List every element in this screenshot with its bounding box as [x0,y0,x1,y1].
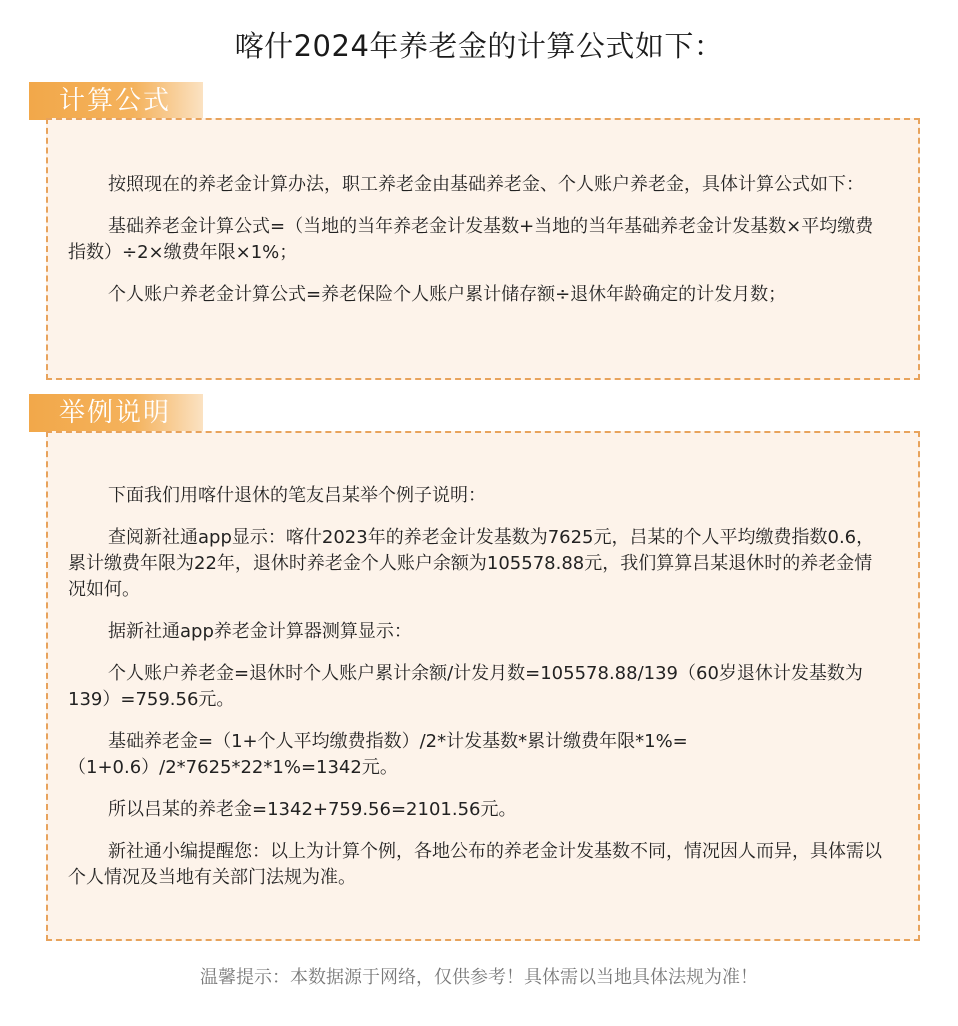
section-box-example [46,431,920,941]
paragraph: 个人账户养老金计算公式=养老保险个人账户累计储存额÷退休年龄确定的计发月数； [108,284,787,305]
paragraph: 所以吕某的养老金=1342+759.56=2101.56元。 [108,799,517,820]
section-heading-example: 举例说明 [29,394,203,432]
paragraph: 基础养老金=（1+个人平均缴费指数）/2*计发基数*累计缴费年限*1%=（1+0.6）/2*7625*22*1%=1342元。 [68,731,688,778]
section-content-example [48,433,918,891]
paragraph: 查阅新社通app显示：喀什2023年的养老金计发基数为7625元，吕某的个人平均缴费指数0.6，累计缴费年限为22年，退休时养老金个人账户余额为105578.88元，我们算算吕某退休时的养老金情况如何。 [68,527,875,600]
paragraph: 基础养老金计算公式=（当地的当年养老金计发基数+当地的当年基础养老金计发基数×平均缴费指数）÷2×缴费年限×1%； [68,216,874,263]
paragraph: 据新社通app养老金计算器测算显示： [108,621,412,642]
paragraph: 个人账户养老金=退休时个人账户累计余额/计发月数=105578.88/139（60岁退休计发基数为139）=759.56元。 [68,663,863,710]
page-title: 喀什2024年养老金的计算公式如下： [234,29,724,63]
footer-note: 温馨提示：本数据源于网络，仅供参考！具体需以当地具体法规为准！ [200,967,758,988]
section-box-formula [46,118,920,380]
paragraph: 按照现在的养老金计算办法，职工养老金由基础养老金、个人账户养老金，具体计算公式如下： [108,174,864,195]
paragraph: 下面我们用喀什退休的笔友吕某举个例子说明： [108,485,486,506]
section-content-formula [48,120,918,308]
section-heading-formula: 计算公式 [29,82,203,120]
paragraph: 新社通小编提醒您：以上为计算个例，各地公布的养老金计发基数不同，情况因人而异，具体需以个人情况及当地有关部门法规为准。 [68,841,882,888]
